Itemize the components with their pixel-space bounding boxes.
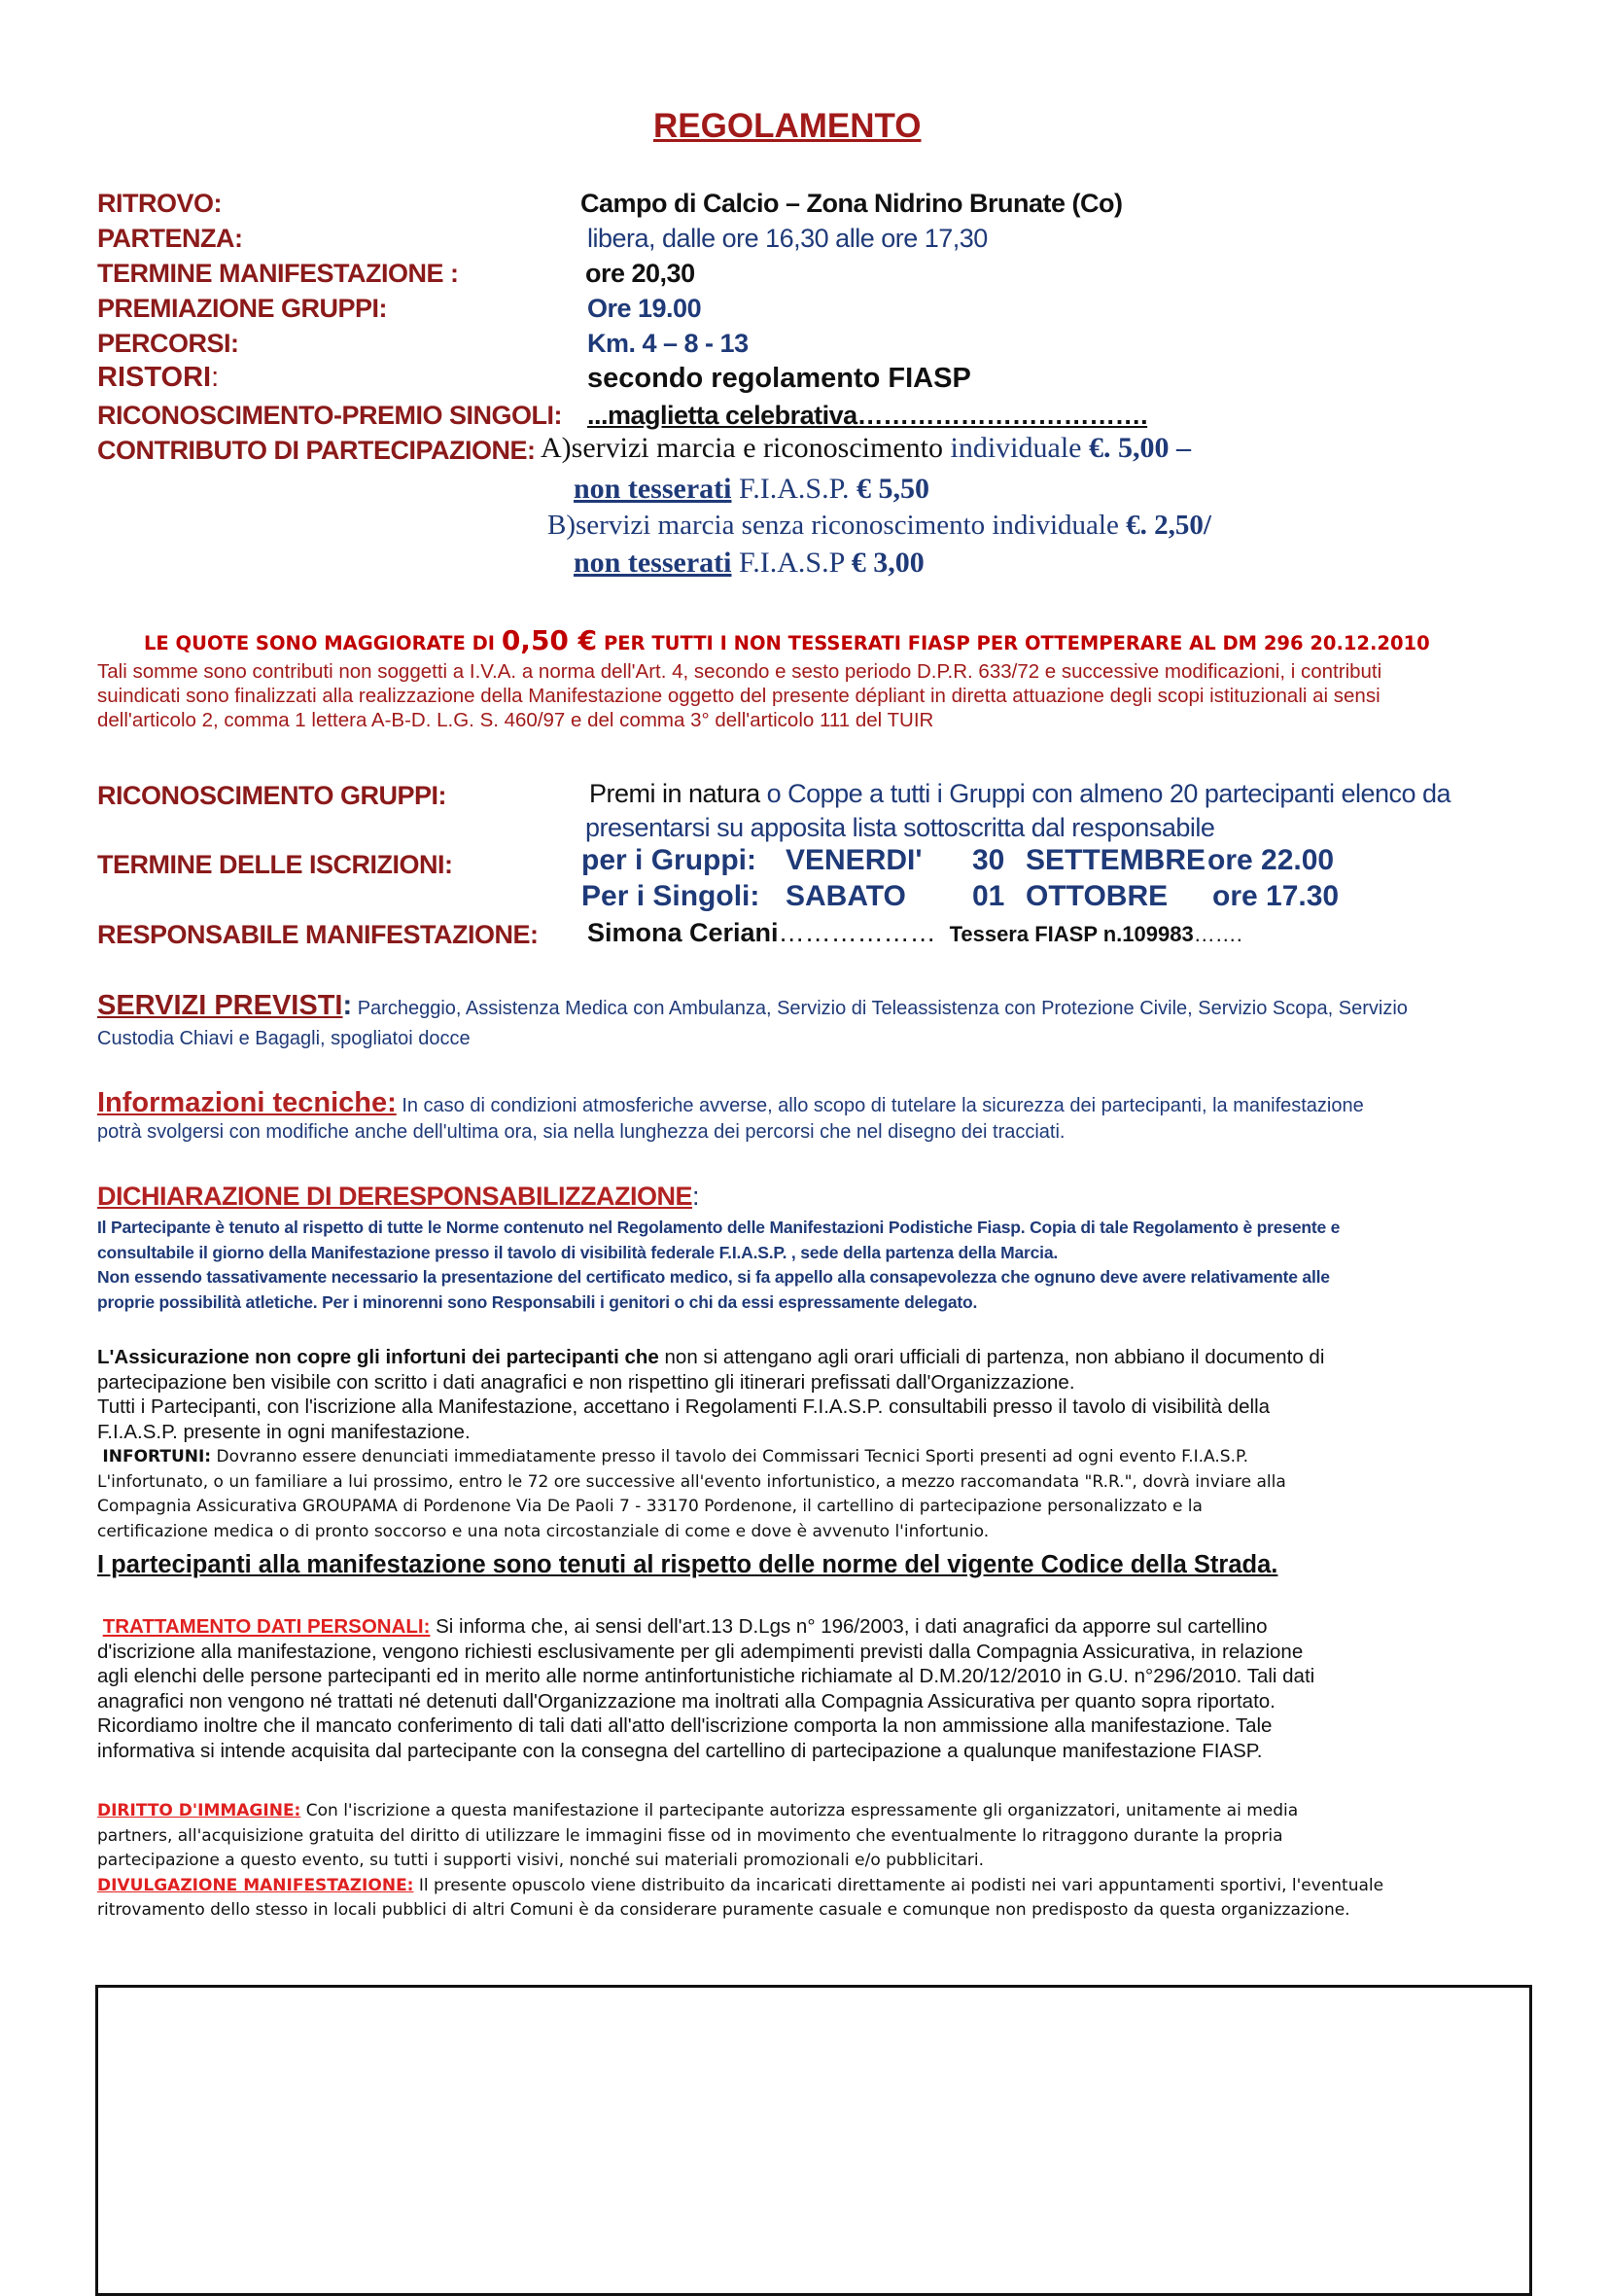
diritto-line [97, 1799, 1383, 1824]
divulgazione-line: ritrovamento dello stesso in locali pubblici di altri Comuni è da considerare puramente casuale e comunque non predisposto da questa organizzazione. [97, 1900, 1350, 1920]
tax-note-line: suindicati sono finalizzati alla realizzazione della Manifestazione oggetto del presente dépliant in diretta attuazione degli scopi istituzionali ai sensi [97, 685, 1381, 707]
assicurazione-bold: L'Assicurazione non copre gli infortuni dei partecipanti che [97, 1346, 659, 1368]
diritto-line: partecipazione a questo evento, su tutti i supporti visivi, nonché sui materiali promozionali e/o pubblicitari. [97, 1851, 984, 1870]
detail-label-ristori-colon: : [211, 362, 220, 393]
dichiarazione-line: Non essendo tassativamente necessario la presentazione del certificato medico, si fa appello alla consapevolezza che ognuno deve avere relativamente alle [97, 1267, 1330, 1287]
divulgazione-text-1: Il presente opuscolo viene distribuito da incaricati direttamente ai podisti nei vari appuntamenti sportivi, l'eventuale [413, 1875, 1384, 1895]
infortuni-text-1: Dovranno essere denunciati immediatamente presso il tavolo dei Commissari Tecnici Sporti presenti ad ogni evento F.I.A.S.P. [211, 1447, 1248, 1466]
detail-label-ristori-wrap [97, 362, 219, 394]
infortuni-line [97, 1445, 1286, 1470]
riconoscimento-gruppi-label: RICONOSCIMENTO GRUPPI: [97, 781, 447, 810]
codice-strada-notice: I partecipanti alla manifestazione sono tenuti al rispetto delle norme del vigente Codice della Strada. [97, 1551, 1278, 1578]
detail-label-percorsi: PERCORSI: [97, 329, 239, 358]
riconoscimento-gruppi-premi: Premi in natura [589, 779, 767, 808]
detail-label-termine: TERMINE MANIFESTAZIONE : [97, 259, 459, 288]
page-title: REGOLAMENTO [653, 107, 922, 145]
informazioni-line1 [97, 1087, 1364, 1119]
contributo-b2-org: F.I.A.S.P [731, 547, 852, 579]
contributo-a-price: €. 5,00 – [1088, 432, 1191, 464]
detail-value-premiazione: Ore 19.00 [587, 294, 702, 323]
assicurazione-line: partecipazione ben visibile con scritto i dati anagrafici e non rispettino gli itinerari prefissati dall'Organizzazione. [97, 1370, 1075, 1394]
informazioni-heading: Informazioni tecniche: [97, 1087, 397, 1118]
detail-value-percorsi: Km. 4 – 8 - 13 [587, 329, 749, 358]
responsabile-tessera-dots: ……. [1193, 922, 1242, 946]
trattamento-line [97, 1614, 1314, 1640]
infortuni-body [97, 1445, 1286, 1545]
iscrizioni-num-gruppi: 30 [972, 844, 1005, 876]
contributo-a-mid: individuale [950, 432, 1089, 464]
trattamento-line: informativa si intende acquisita dal partecipante con la consegna del cartellino di partecipazione a qualunque manifestazione FIASP. [97, 1739, 1263, 1762]
iscrizioni-num-singoli: 01 [972, 880, 1005, 912]
tax-note-line: dell'articolo 2, comma 1 lettera A-B-D. L.G. S. 460/97 e del comma 3° dell'articolo 111 del TUIR [97, 709, 934, 731]
informazioni-text-2: potrà svolgersi con modifiche anche dell'ultima ora, sia nella lunghezza dei percorsi che nel disegno dei tracciati. [97, 1121, 1066, 1143]
informazioni-text-1: In caso di condizioni atmosferiche avverse, allo scopo di tutelare la sicurezza dei partecipanti, la manifestazione [396, 1095, 1364, 1116]
contributo-b-price: €. 2,50/ [1126, 510, 1211, 541]
assicurazione-body [97, 1345, 1324, 1444]
assicurazione-line: F.I.A.S.P. presente in ogni manifestazione. [97, 1420, 471, 1443]
infortuni-line: L'infortunato, o un familiare a lui prossimo, entro le 72 ore successive all'evento infortunistico, a mezzo raccomandata "R.R.", dovrà inviare alla [97, 1471, 1286, 1492]
contributo-a2-org: F.I.A.S.P. [731, 473, 856, 505]
infortuni-line: Compagnia Assicurativa GROUPAMA di Pordenone Via De Paoli 7 - 33170 Pordenone, il cartellino di partecipazione personalizzato e la [97, 1497, 1203, 1517]
diritto-label: DIRITTO D'IMMAGINE: [97, 1801, 301, 1820]
trattamento-label: TRATTAMENTO DATI PERSONALI: [102, 1615, 431, 1638]
detail-label-partenza: PARTENZA: [97, 224, 243, 253]
iscrizioni-month-gruppi: SETTEMBRE [1026, 844, 1206, 876]
trattamento-line: anagrafici non vengono né trattati né detenuti dall'Organizzazione ma inoltrati alla Compagnia Assicurativa per quanto sopra riportato. [97, 1689, 1276, 1713]
detail-value-ritrovo: Campo di Calcio – Zona Nidrino Brunate (Co) [580, 189, 1123, 218]
assicurazione-line [97, 1345, 1324, 1370]
iscrizioni-day-singoli: SABATO [786, 880, 906, 912]
dichiarazione-line: Il Partecipante è tenuto al rispetto di tutte le Norme contenuto nel Regolamento delle Manifestazioni Podistiche Fiasp. Copia di tale Regolamento è presente e [97, 1218, 1341, 1237]
detail-label-ristori: RISTORI [97, 362, 212, 393]
detail-value-riconoscimento-singoli: ...maglietta celebrativa……………………………. [587, 401, 1148, 430]
infortuni-line: certificazione medica o di pronto soccorso e una nota circostanziale di come e dove è avvenuto l'infortunio. [97, 1522, 990, 1542]
servizi-line1 [97, 990, 1408, 1022]
diritto-body [97, 1799, 1383, 1924]
responsabile-line [587, 918, 1242, 948]
trattamento-text-1: Si informa che, ai sensi dell'art.13 D.Lgs n° 196/2003, i dati anagrafici da apporre sul cartellino [430, 1615, 1268, 1638]
divulgazione-label: DIVULGAZIONE MANIFESTAZIONE: [97, 1875, 414, 1895]
diritto-text-1: Con l'iscrizione a questa manifestazione il partecipante autorizza espressamente gli organizzatori, unitamente ai media [300, 1801, 1299, 1820]
detail-value-partenza: libera, dalle ore 16,30 alle ore 17,30 [587, 224, 988, 253]
iscrizioni-time-gruppi: ore 22.00 [1207, 844, 1335, 876]
contributo-b-prefix: B)servizi marcia senza riconoscimento individuale [547, 510, 1127, 541]
dichiarazione-line: consultabile il giorno della Manifestazione presso il tavolo di visibilità federale F.I.A.S.P. , sede della partenza della Marcia. [97, 1242, 1059, 1262]
iscrizioni-month-singoli: OTTOBRE [1026, 880, 1169, 912]
contributo-b-line [547, 510, 1211, 542]
dichiarazione-body [97, 1216, 1340, 1315]
detail-label-riconoscimento-singoli: RICONOSCIMENTO-PREMIO SINGOLI: [97, 401, 563, 430]
responsabile-name: Simona Ceriani [587, 918, 779, 947]
contributo-b2-link: non tesserati [574, 547, 732, 579]
responsabile-dots: ……………… [778, 918, 936, 947]
detail-label-ritrovo: RITROVO: [97, 189, 222, 218]
detail-value-ristori: secondo regolamento FIASP [587, 363, 971, 394]
servizi-text-2: Custodia Chiavi e Bagagli, spogliatoi docce [97, 1028, 471, 1049]
quote-notice [144, 624, 1430, 656]
infortuni-label: INFORTUNI: [102, 1447, 212, 1466]
assicurazione-rest: non si attengano agli orari ufficiali di partenza, non abbiano il documento di [658, 1346, 1325, 1368]
divulgazione-line [97, 1874, 1383, 1899]
contributo-b2-price: € 3,00 [851, 547, 925, 579]
contributo-a2-link: non tesserati [574, 473, 732, 505]
quote-notice-amount: 0,50 € [501, 624, 598, 656]
contributo-a-line [541, 432, 1191, 465]
contributo-a2-line [574, 473, 929, 506]
iscrizioni-label: TERMINE DELLE ISCRIZIONI: [97, 850, 453, 879]
dichiarazione-colon: : [692, 1182, 700, 1211]
servizi-text-1: Parcheggio, Assistenza Medica con Ambulanza, Servizio di Teleassistenza con Protezione Civile, Servizio Scopa, Servizio [352, 998, 1408, 1019]
riconoscimento-gruppi-line1 [589, 779, 1451, 809]
detail-label-premiazione: PREMIAZIONE GRUPPI: [97, 294, 388, 323]
trattamento-line: Ricordiamo inoltre che il mancato conferimento di tali dati all'atto dell'iscrizione comporta la non ammissione alla manifestazione. Tale [97, 1714, 1273, 1737]
responsabile-tessera: Tessera FIASP n.109983 [949, 922, 1194, 946]
tax-note [97, 659, 1381, 732]
detail-value-termine: ore 20,30 [585, 259, 695, 288]
tax-note-line: Tali somme sono contributi non soggetti a I.V.A. a norma dell'Art. 4, secondo e sesto periodo D.P.R. 633/72 e successive modificazioni, i contributi [97, 660, 1382, 683]
quote-notice-part2: PER TUTTI I NON TESSERATI FIASP PER OTTEMPERARE AL DM 296 20.12.2010 [597, 632, 1430, 654]
contributo-a-prefix: A)servizi marcia e riconoscimento [541, 432, 951, 464]
iscrizioni-day-gruppi: VENERDI' [786, 844, 923, 876]
servizi-colon: : [342, 990, 353, 1021]
riconoscimento-gruppi-line2: presentarsi su apposita lista sottoscritta dal responsabile [585, 813, 1215, 842]
trattamento-body [97, 1614, 1314, 1763]
trattamento-line: agli elenchi delle persone partecipanti ed in merito alle norme antinfortunistiche richiamate al D.M.20/12/2010 in G.U. n°296/2010. Tali dati [97, 1665, 1315, 1687]
blank-box [95, 1985, 1532, 2296]
servizi-heading: SERVIZI PREVISTI [97, 990, 343, 1021]
iscrizioni-who-singoli: Per i Singoli: [581, 880, 760, 912]
iscrizioni-time-singoli: ore 17.30 [1212, 880, 1340, 912]
contributo-a2-price: € 5,50 [856, 473, 929, 505]
quote-notice-part1: LE QUOTE SONO MAGGIORATE DI [144, 632, 502, 654]
dichiarazione-heading: DICHIARAZIONE DI DERESPONSABILIZZAZIONE [97, 1182, 693, 1211]
contributo-label: CONTRIBUTO DI PARTECIPAZIONE: [97, 436, 536, 465]
iscrizioni-who-gruppi: per i Gruppi: [581, 844, 756, 876]
assicurazione-line: Tutti i Partecipanti, con l'iscrizione alla Manifestazione, accettano i Regolamenti F.I.A.S.P. consultabili presso il tavolo di visibilità della [97, 1395, 1271, 1418]
diritto-line: partners, all'acquisizione gratuita del diritto di utilizzare le immagini fisse od in movimento che eventualmente lo ritraggono durante la propria [97, 1825, 1283, 1846]
contributo-b2-line [574, 547, 925, 580]
trattamento-line: d'iscrizione alla manifestazione, vengono richiesti esclusivamente per gli adempimenti previsti dalla Compagnia Assicurativa, in relazione [97, 1640, 1304, 1663]
riconoscimento-gruppi-coppe: o Coppe a tutti i Gruppi con almeno 20 partecipanti elenco da [766, 779, 1451, 808]
responsabile-label: RESPONSABILE MANIFESTAZIONE: [97, 920, 539, 949]
dichiarazione-line: proprie possibilità atletiche. Per i minorenni sono Responsabili i genitori o chi da essi espressamente delegato. [97, 1291, 978, 1312]
dichiarazione-heading-wrap [97, 1182, 700, 1212]
